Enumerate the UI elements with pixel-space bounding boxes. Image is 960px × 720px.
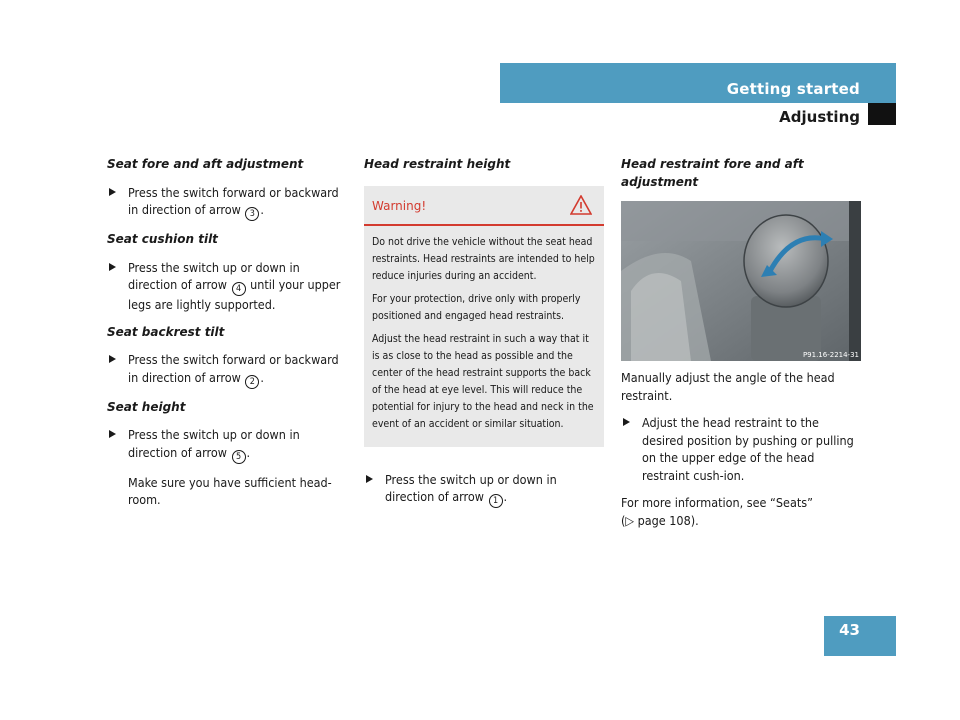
subsection-title: Adjusting bbox=[779, 108, 860, 126]
warning-paragraph: For your protection, drive only with properly positioned and engaged head restraints. bbox=[372, 292, 581, 322]
column-head-restraint-fore-aft bbox=[621, 156, 861, 539]
bullet-triangle-icon bbox=[623, 418, 630, 426]
heading-head-restraint-fore-aft: Head restraint fore and aft adjustment bbox=[621, 157, 804, 189]
instruction-text: until your upper legs are lightly supported. bbox=[128, 277, 341, 312]
arrow-number-badge: 2 bbox=[245, 375, 259, 389]
warning-paragraph: Do not drive the vehicle without the seat head restraints. Head restraints are intended to help reduce injuries during an accident. bbox=[372, 235, 595, 282]
more-info-text: For more information, see “Seats” bbox=[621, 495, 813, 510]
bullet-triangle-icon bbox=[109, 430, 116, 438]
instruction-text: Press the switch up or down in direction of arrow bbox=[128, 427, 300, 460]
arrow-number-badge: 3 bbox=[245, 207, 259, 221]
page-number: 43 bbox=[839, 621, 860, 639]
arrow-number-badge: 5 bbox=[232, 450, 246, 464]
paragraph-manual-adjust: Manually adjust the angle of the head restraint. bbox=[621, 370, 835, 403]
bullet-triangle-icon bbox=[366, 475, 373, 483]
warning-triangle-icon bbox=[570, 195, 592, 220]
instruction-backrest-tilt: Press the switch forward or backward in direction of arrow 2 . bbox=[107, 351, 347, 389]
more-info-reference bbox=[621, 494, 861, 529]
instruction-cushion-tilt bbox=[107, 259, 347, 314]
instruction-text: Adjust the head restraint to the desired position by pushing or pulling on the upper edge of the head restraint cush-ion. bbox=[642, 415, 854, 483]
warning-box bbox=[364, 186, 604, 447]
heading-cushion-tilt: Seat cushion tilt bbox=[107, 232, 218, 246]
instruction-head-restraint-fore-aft bbox=[621, 414, 861, 484]
instruction-text: Press the switch forward or backward in direction of arrow bbox=[128, 184, 339, 217]
bullet-triangle-icon bbox=[109, 355, 116, 363]
instruction-fore-aft: Press the switch forward or backward in direction of arrow 3 . bbox=[107, 184, 347, 222]
page-number-box bbox=[824, 616, 896, 656]
arrow-number-badge: 1 bbox=[489, 494, 503, 508]
section-title: Getting started bbox=[726, 80, 860, 98]
instruction-text: Press the switch forward or backward in direction of arrow bbox=[128, 352, 339, 385]
heading-fore-aft: Seat fore and aft adjustment bbox=[107, 157, 304, 171]
instruction-text: Press the switch up or down in direction of arrow bbox=[128, 259, 300, 292]
bullet-triangle-icon bbox=[109, 263, 116, 271]
arrow-number-badge: 4 bbox=[232, 282, 246, 296]
headroom-note: Make sure you have sufficient head-room. bbox=[128, 474, 332, 507]
column-head-restraint-height bbox=[364, 156, 604, 518]
head-restraint-photo bbox=[621, 201, 861, 361]
heading-backrest-tilt: Seat backrest tilt bbox=[107, 324, 225, 339]
instruction-seat-height: Press the switch up or down in direction of arrow 5 . bbox=[107, 426, 347, 464]
instruction-head-restraint-height: Press the switch up or down in direction of arrow 1 . bbox=[364, 471, 604, 509]
more-info-text: ( bbox=[621, 512, 626, 528]
heading-head-restraint-height: Head restraint height bbox=[364, 157, 511, 171]
instruction-text: Press the switch up or down in direction of arrow bbox=[385, 471, 557, 504]
page-reference-link[interactable]: ▷ page 108). bbox=[625, 512, 699, 528]
warning-paragraph: Adjust the head restraint in such a way that it is as close to the head as possible and the center of the head restraint supports the back of the head at eye level. This will reduce the potential for injury to the head and neck in the event of an accident or similar situation. bbox=[372, 332, 594, 430]
warning-body bbox=[364, 226, 604, 433]
warning-header bbox=[364, 186, 604, 226]
bullet-triangle-icon bbox=[109, 188, 116, 196]
header-band bbox=[500, 63, 896, 103]
warning-title: Warning! bbox=[372, 198, 427, 213]
section-tab-marker bbox=[868, 103, 896, 125]
column-seat-adjustment bbox=[107, 156, 347, 519]
photo-code: P91.16-2214-31 bbox=[802, 351, 859, 359]
heading-seat-height: Seat height bbox=[107, 399, 186, 414]
